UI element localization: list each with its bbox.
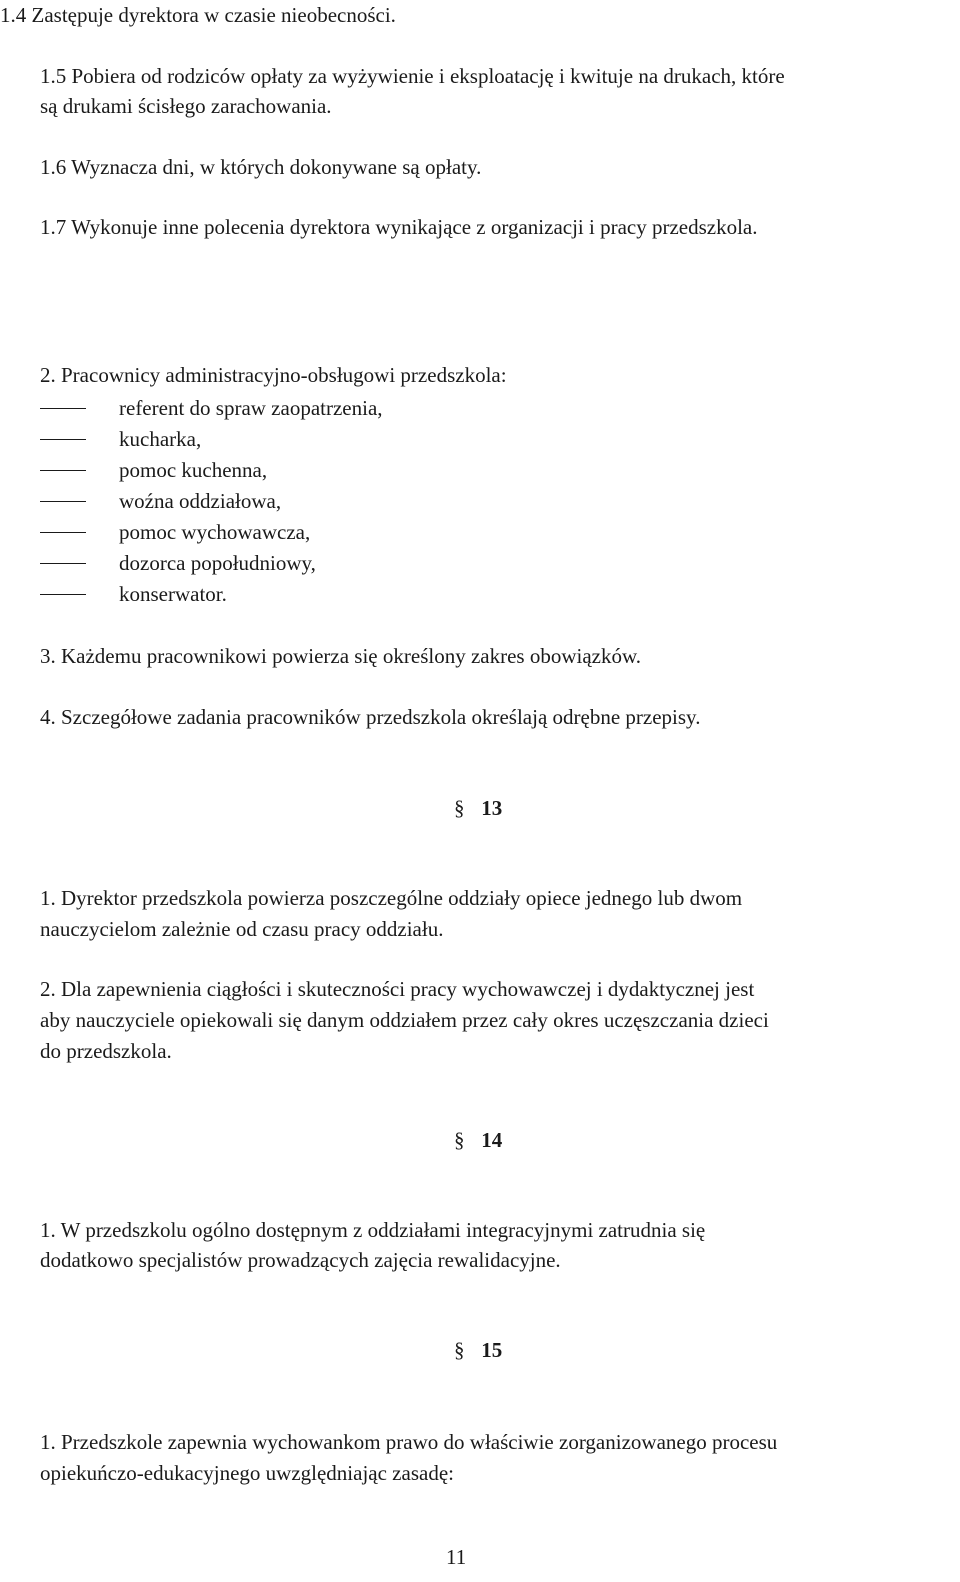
section-13-item-1-number: 1.: [40, 886, 56, 910]
section-15-item-1-text-line-1: Przedszkole zapewnia wychowankom prawo do właściwie zorganizowanego procesu: [61, 1430, 778, 1454]
item-3: [40, 641, 641, 671]
section-14-number: 14: [481, 1128, 503, 1152]
section-15-item-1-number: 1.: [40, 1430, 56, 1454]
section-15-number: 15: [481, 1338, 503, 1362]
dash-bullet-icon: [40, 501, 86, 502]
section-14-item-1-text-line-1: W przedszkolu ogólno dostępnym z oddziałami integracyjnymi zatrudnia się: [60, 1218, 706, 1242]
section-13-item-2-text-line-1: Dla zapewnienia ciągłości i skuteczności pracy wychowawczej i dydaktycznej jest: [61, 977, 755, 1001]
item-1-4-text: Zastępuje dyrektora w czasie nieobecności.: [31, 3, 396, 27]
page-number: 11: [446, 1545, 467, 1569]
section-13-item-1: [40, 883, 742, 913]
dash-bullet-icon: [40, 408, 86, 409]
item-1-5-number: 1.5: [40, 64, 67, 88]
item-2: [40, 360, 507, 390]
section-13-item-2-text-line-2: aby nauczyciele opiekowali się danym oddziałem przez cały okres uczęszczania dzieci: [40, 1008, 769, 1032]
dash-bullet-icon: [40, 470, 86, 471]
item-1-6-number: 1.6: [40, 155, 67, 179]
dash-bullet-icon: [40, 532, 86, 533]
item-1-6-text: Wyznacza dni, w których dokonywane są opłaty.: [71, 155, 482, 179]
item-1-4: [0, 0, 396, 30]
section-15-heading: [454, 1335, 502, 1365]
item-1-4-number: 1.4: [0, 3, 27, 27]
section-sign-icon: §: [454, 796, 465, 820]
dash-bullet-icon: [40, 594, 86, 595]
section-sign-icon: §: [454, 1338, 465, 1362]
staff-list-item: konserwator.: [119, 582, 227, 606]
item-3-number: 3.: [40, 644, 56, 668]
staff-list-item: pomoc wychowawcza,: [119, 520, 311, 544]
item-4-text: Szczegółowe zadania pracowników przedszkola określają odrębne przepisy.: [61, 705, 701, 729]
section-13-item-2-number: 2.: [40, 977, 56, 1001]
section-13-heading: [454, 793, 502, 823]
section-13-item-1-text-line-2: nauczycielom zależnie od czasu pracy oddziału.: [40, 917, 444, 941]
section-sign-icon: §: [454, 1128, 465, 1152]
section-13-item-2-text-line-3: do przedszkola.: [40, 1039, 172, 1063]
section-14-item-1: [40, 1215, 705, 1245]
section-13-number: 13: [481, 796, 503, 820]
item-1-7: [40, 212, 758, 242]
item-3-text: Każdemu pracownikowi powierza się określony zakres obowiązków.: [61, 644, 642, 668]
item-4-number: 4.: [40, 705, 56, 729]
staff-list-item: dozorca popołudniowy,: [119, 551, 316, 575]
item-1-7-text: Wykonuje inne polecenia dyrektora wynikające z organizacji i pracy przedszkola.: [71, 215, 758, 239]
section-15-item-1-text-line-2: opiekuńczo-edukacyjnego uwzględniając zasadę:: [40, 1461, 454, 1485]
item-1-5: [40, 61, 785, 91]
section-14-heading: [454, 1125, 502, 1155]
section-13-item-1-text-line-1: Dyrektor przedszkola powierza poszczególne oddziały opiece jednego lub dwom: [61, 886, 743, 910]
dash-bullet-icon: [40, 563, 86, 564]
item-4: [40, 702, 700, 732]
staff-list-item: pomoc kuchenna,: [119, 458, 268, 482]
item-1-6: [40, 152, 481, 182]
section-15-item-1: [40, 1427, 777, 1457]
item-1-5-text-line-2: są drukami ścisłego zarachowania.: [40, 94, 332, 118]
dash-bullet-icon: [40, 439, 86, 440]
item-2-text: Pracownicy administracyjno-obsługowi przedszkola:: [61, 363, 507, 387]
staff-list-item: woźna oddziałowa,: [119, 489, 282, 513]
section-13-item-2: [40, 974, 754, 1004]
staff-list-item: referent do spraw zaopatrzenia,: [119, 396, 383, 420]
section-14-item-1-text-line-2: dodatkowo specjalistów prowadzących zajęcia rewalidacyjne.: [40, 1248, 561, 1272]
staff-list-item: kucharka,: [119, 427, 202, 451]
item-1-7-number: 1.7: [40, 215, 67, 239]
section-14-item-1-number: 1.: [40, 1218, 56, 1242]
item-1-5-text-line-1: Pobiera od rodziców opłaty za wyżywienie i eksploatację i kwituje na drukach, które: [71, 64, 785, 88]
item-2-number: 2.: [40, 363, 56, 387]
